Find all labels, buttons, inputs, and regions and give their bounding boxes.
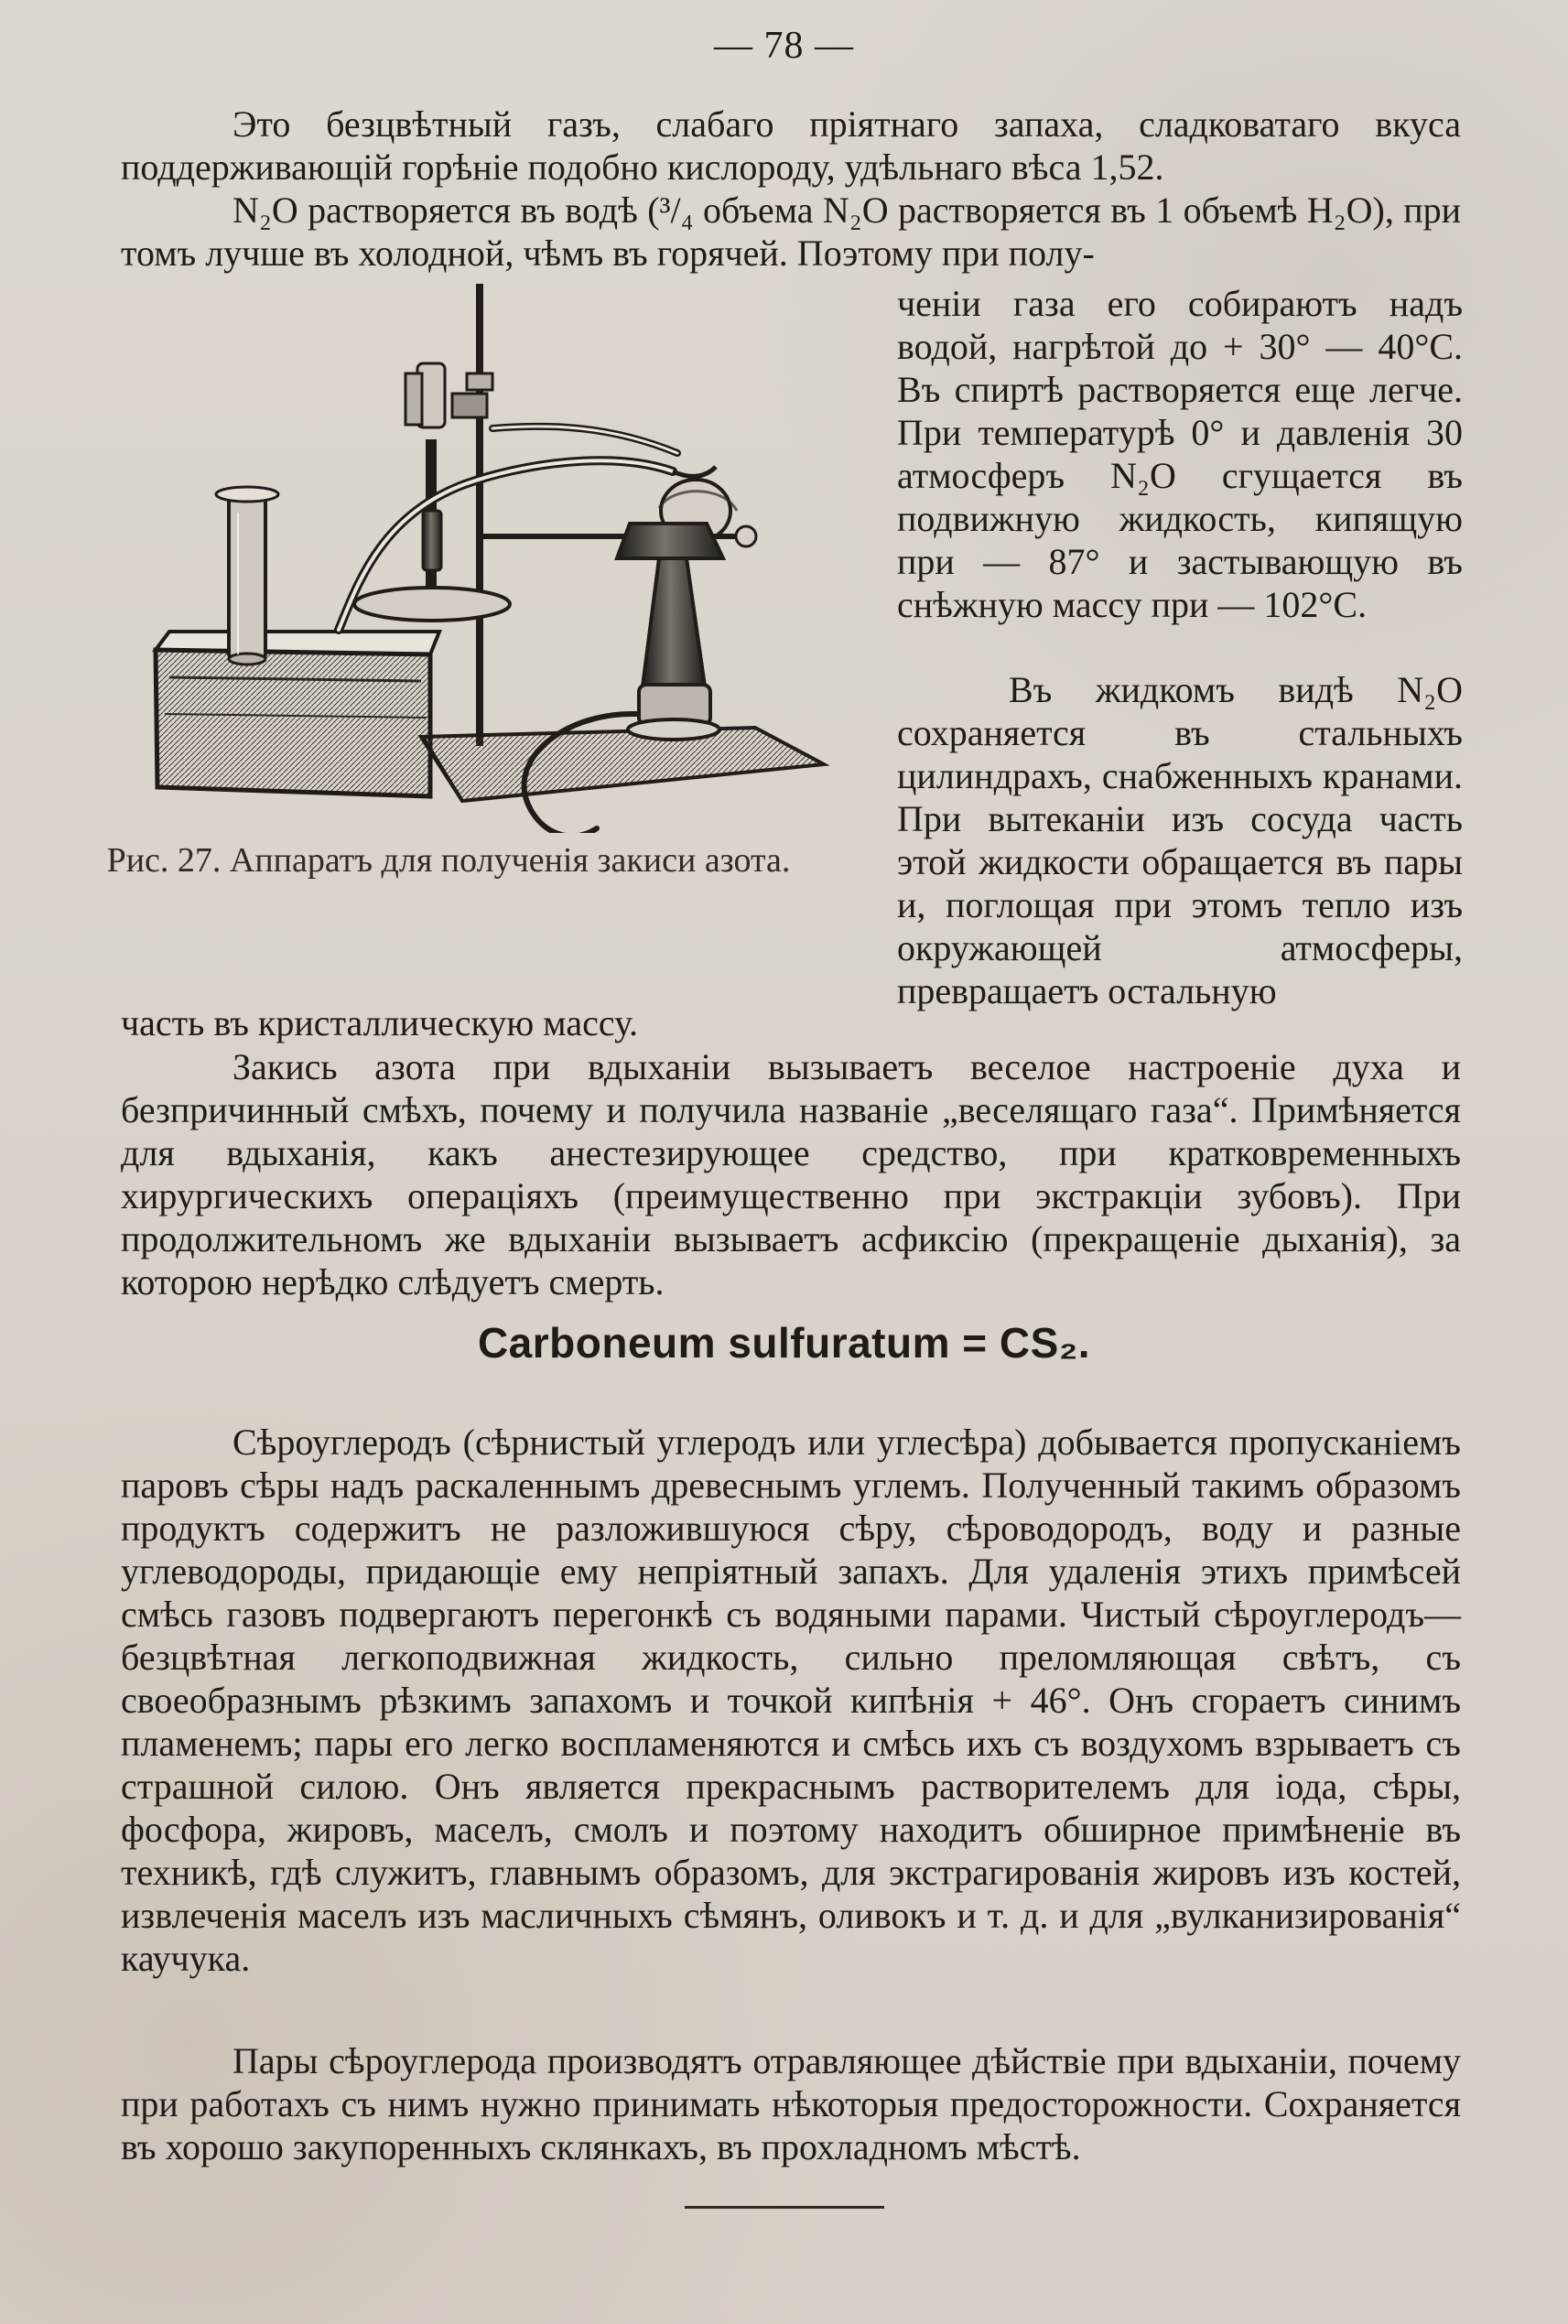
body-paragraph-3: часть въ кристаллическую массу.	[121, 1002, 639, 1043]
intro-paragraph-2: N₂O растворяется въ водѣ (³/₄ объема N₂O растворяется въ 1 объемѣ H₂O), при томъ лучше въ холодной, чѣмъ въ горячей. Поэтому при полу-	[121, 189, 1461, 274]
apparatus-illustration	[146, 284, 870, 833]
lower-paragraph-6: Пары сѣроуглерода производятъ отравляющее дѣйствіе при вдыханіи, почему при работахъ съ нимъ нужно принимать нѣкоторыя предосторожности. Сохраняется въ хорошо закупоренныхъ склянкахъ, въ прохладномъ мѣстѣ.	[121, 2040, 1461, 2167]
lower-paragraph-5: Сѣроуглеродъ (сѣрнистый углеродъ или углесѣра) добывается пропусканіемъ паровъ сѣры надъ раскаленнымъ древеснымъ углемъ. Полученный такимъ образомъ продуктъ содержитъ не разложившуюся сѣру, сѣроводородъ, воду и разные углеводороды, придающіе ему непріятный запахъ. Для удаленія этихъ примѣсей смѣсь газовъ подвергаютъ перегонкѣ съ водяными парами. Чистый сѣроуглеродъ—безцвѣтная легкоподвижная жидкость, сильно преломляющая свѣтъ, съ своеобразнымъ рѣзкимъ запахомъ и точкой кипѣнія + 46°. Онъ сгораетъ синимъ пламенемъ; пары его легко воспламеняются и смѣсь ихъ съ воздухомъ взрываетъ съ страшной силою. Онъ является прекраснымъ растворителемъ для іода, сѣры, фосфора, жировъ, маселъ, смолъ и поэтому находитъ обширное примѣненіе въ техникѣ, гдѣ служитъ, главнымъ образомъ, для экстрагированія жировъ изъ костей, извлеченія маселъ изъ масличныхъ сѣмянъ, оливокъ и т. д. и для „вулканизированія“ каучука.	[121, 1421, 1461, 1979]
page-number: — 78 —	[714, 25, 854, 67]
figure-caption: Рис. 27. Аппаратъ для полученія закиси азота.	[106, 841, 791, 880]
intro-paragraph-1: Это безцвѣтный газъ, слабаго пріятнаго запаха, сладковатаго вкуса поддерживающій горѣніе подобно кислороду, удѣльнаго вѣса 1,52.	[121, 103, 1461, 188]
section-title: Carboneum sulfuratum = CS₂.	[477, 1319, 1091, 1367]
footer-divider	[685, 2206, 884, 2209]
body-paragraph-4: Закись азота при вдыханіи вызываетъ веселое настроеніе духа и безпричинный смѣхъ, почему и получила названіе „веселящаго газа“. Примѣняется для вдыханія, какъ анестезирующее средство, при кратковременныхъ хирургическихъ операціяхъ (преимущественно при экстракціи зубовъ). При продолжительномъ же вдыханіи вызываетъ асфиксію (прекращеніе дыханія), за которою нерѣдко слѣдуетъ смерть.	[121, 1046, 1461, 1303]
apparatus-figure	[146, 284, 870, 851]
right-column-paragraph-1: ченіи газа его собираютъ надъ водой, нагрѣтой до + 30° — 40°С. Въ спиртѣ растворяется еще легче. При температурѣ 0° и давленія 30 атмосферъ N₂O сгущается въ подвижную жидкость, кипящую при — 87° и застывающую въ снѣжную массу при — 102°С.	[897, 283, 1463, 625]
right-column-paragraph-2: Въ жидкомъ видѣ N₂O сохраняется въ стальныхъ цилиндрахъ, снабженныхъ кранами. При вытеканіи изъ сосуда часть этой жидкости обращается въ пары и, поглощая при этомъ тепло изъ окружающей атмосферы, превращаетъ остальную	[897, 669, 1463, 1011]
